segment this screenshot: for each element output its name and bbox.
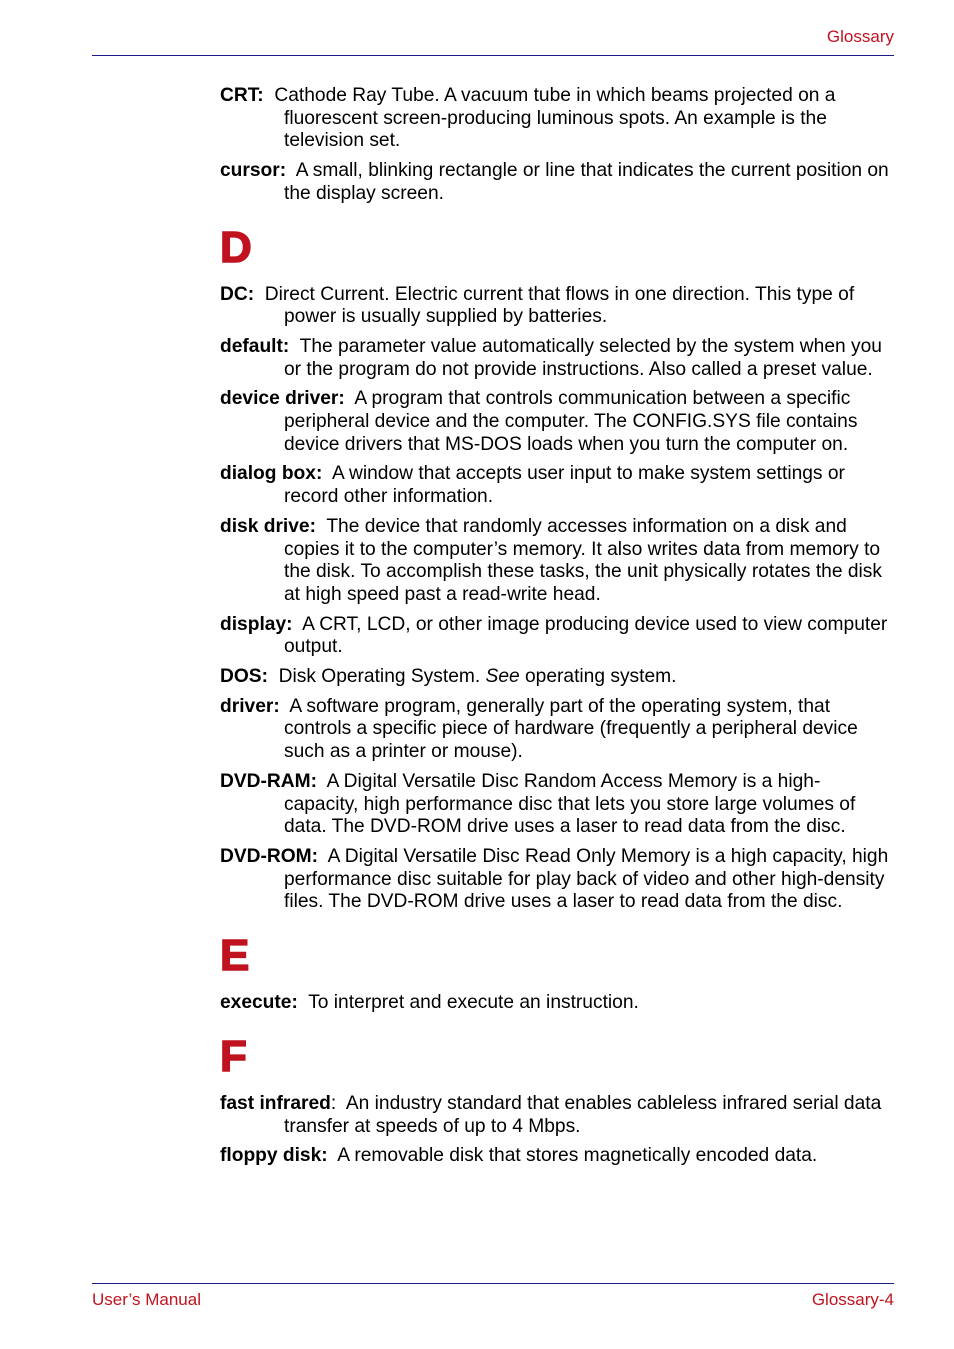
footer-manual-title: User’s Manual [92,1290,201,1309]
glossary-definition: The device that randomly accesses information on a disk and copies it to the computer’s memory. It also writes data from memory to the disk. To accomplish these tasks, the unit physically rotates the disk at high speed past a read-write head. [284,515,882,605]
glossary-term: driver: [220,695,280,717]
glossary-term: fast infrared [220,1092,331,1114]
glossary-term: DVD-RAM: [220,770,317,792]
footer-page-number: Glossary-4 [811,1290,894,1309]
glossary-entry [220,1145,892,1168]
glossary-definition: A program that controls communication between a specific peripheral device and the computer. The CONFIG.SYS file contains device drivers that MS-DOS loads when you turn the computer on. [284,388,858,455]
header-rule [92,55,894,56]
glossary-entry [220,85,892,153]
glossary-entry [220,771,892,839]
running-header-section: Glossary [826,27,894,46]
glossary-definition: A Digital Versatile Disc Random Access Memory is a high-capacity, high performance disc that lets you store large volumes of data. The DVD-ROM drive uses a laser to read data from the disc. [284,770,856,838]
glossary-entry [220,666,892,689]
glossary-entry [220,336,892,381]
glossary-entry [220,846,892,914]
glossary-definition: A small, blinking rectangle or line that indicates the current position on the display screen. [284,160,889,204]
glossary-definition: A removable disk that stores magnetically encoded data. [337,1145,818,1167]
glossary-term: default: [220,335,290,357]
glossary-term: DC: [220,283,255,305]
glossary-term: floppy disk: [220,1145,328,1167]
glossary-entry [220,992,892,1015]
glossary-entry [220,284,892,329]
section-letter-heading: F [220,1031,247,1081]
see-reference-target: operating system. [525,666,677,688]
glossary-term: DVD-ROM: [220,845,319,867]
glossary-definition: Direct Current. Electric current that flows in one direction. This type of power is usually supplied by batteries. [264,283,855,328]
glossary-entry [220,388,892,456]
glossary-term: DOS: [220,666,268,688]
section-letter-heading: D [220,222,252,272]
glossary-entry [220,463,892,508]
glossary-definition: The parameter value automatically selected by the system when you or the program do not provide instructions. Also called a preset value. [284,335,882,380]
glossary-definition: An industry standard that enables cableless infrared serial data transfer at speeds of up to 4 Mbps. [284,1092,882,1137]
glossary-term: disk drive: [220,515,316,537]
glossary-entry [220,1093,892,1138]
glossary-definition: A Digital Versatile Disc Read Only Memory is a high capacity, high performance disc suitable for play back of video and other high-density files. The DVD-ROM drive uses a laser to read data from the disc. [284,845,889,913]
glossary-term: cursor: [220,160,287,182]
glossary-entry [220,160,892,205]
glossary-definition: Disk Operating System. [278,666,481,688]
see-reference-label: See [485,666,520,688]
glossary-term: device driver: [220,388,345,410]
glossary-content [220,85,892,1175]
glossary-definition: A window that accepts user input to make system settings or record other information. [284,463,845,508]
section-letter-heading: E [220,931,250,981]
footer-rule [92,1283,894,1284]
glossary-definition: A CRT, LCD, or other image producing device used to view computer output. [284,613,888,658]
glossary-term-suffix: : [330,1092,337,1114]
glossary-definition: To interpret and execute an instruction. [308,992,639,1014]
glossary-entry [220,614,892,659]
glossary-term: dialog box: [220,463,323,485]
glossary-definition: Cathode Ray Tube. A vacuum tube in which beams projected on a fluorescent screen-producing luminous spots. An example is the television set. [274,85,836,152]
glossary-term: execute: [220,992,298,1014]
glossary-definition: A software program, generally part of the operating system, that controls a specific piece of hardware (frequently a peripheral device such as a printer or mouse). [284,695,858,763]
glossary-term: display: [220,613,293,635]
glossary-term: CRT: [220,85,264,106]
glossary-entry [220,516,892,607]
glossary-entry [220,696,892,764]
